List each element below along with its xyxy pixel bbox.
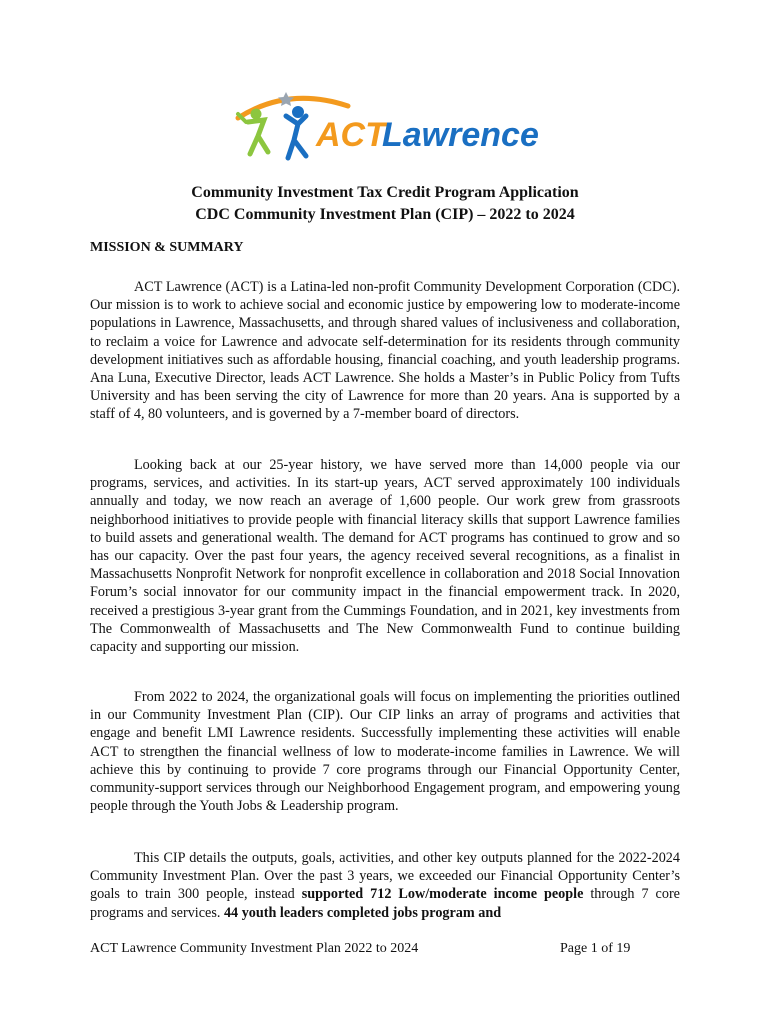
paragraph-mission: ACT Lawrence (ACT) is a Latina-led non-profit Community Development Corporation (CDC). Our mission is to work to achieve social and economic justice by empowering low to moderate-income populations in Lawrence, Massachusetts, and through shared values of inclusiveness and collaboration, to reclaim a voice for Lawrence and advocate self-determination for its residents through community development initiatives such as affordable housing, financial coaching, and youth leadership programs. Ana Luna, Executive Director, leads ACT Lawrence. She holds a Master’s in Public Policy from Tufts University and has been serving the city of Lawrence for more than 20 years. Ana is supported by a staff of 4, 80 volunteers, and is governed by a 7-member board of directors. (90, 279, 680, 423)
footer-title: ACT Lawrence Community Investment Plan 2022 to 2024 (90, 941, 419, 956)
document-title: Community Investment Tax Credit Program Application (191, 184, 579, 201)
document-subtitle: CDC Community Investment Plan (CIP) – 2022 to 2024 (195, 206, 575, 223)
page-number: Page 1 of 19 (560, 941, 631, 956)
cip-text-c: through 7 core programs and services. (90, 886, 680, 921)
section-heading: MISSION & SUMMARY (90, 240, 244, 255)
paragraph-history: Looking back at our 25-year history, we have served more than 14,000 people via our programs, services, and activities. In its start-up years, ACT served approximately 100 individuals annually and today, we now reach an average of 1,600 people. Our work grew from grassroots neighborhood initiatives to provide people with financial literacy skills that support Lawrence families to build assets and generational wealth. The demand for ACT programs has continued to grow and so has our capacity. Over the past four years, the agency received several recognitions, as a finalist in Massachusetts Nonprofit Network for nonprofit excellence in collaboration and 2018 Social Innovation Forum’s social innovator for our community impact in the financial empowerment track. In 2020, received a prestigious 3-year grant from the Cummings Foundation, and in 2021, key investments from The Commonwealth of Massachusetts and The New Commonwealth Fund to continue building capacity and supporting our mission. (90, 457, 680, 656)
green-figure-icon (238, 109, 268, 154)
cip-text-a: This CIP details the outputs, goals, activities, and other key outputs planned for the 2022-2024 Community Investment Plan. Over the past 3 years, we exceeded our Financial Opportunity Center’s goals to train 300 people, instead (90, 850, 680, 903)
cip-highlight-supported: supported 712 Low/moderate income people (301, 886, 584, 903)
paragraph-cip-details (90, 849, 680, 922)
logo-text-act: ACT (316, 116, 386, 154)
act-lawrence-logo (228, 92, 540, 162)
blue-figure-icon (286, 107, 306, 159)
star-icon (278, 92, 294, 106)
paragraph-goals: From 2022 to 2024, the organizational goals will focus on implementing the priorities outlined in our Community Investment Plan (CIP). Our CIP links an array of programs and activities that engage and benefit LMI Lawrence residents. Successfully implementing these activities will enable ACT to strengthen the financial wellness of low to moderate-income families in Lawrence. We will achieve this by continuing to provide 7 core programs through our Financial Opportunity Center, community-support services through our Neighborhood Engagement program, and empowering young people through the Youth Jobs & Leadership program. (90, 689, 680, 815)
cip-highlight-youth: 44 youth leaders completed jobs program and (223, 904, 502, 921)
logo-text-lawrence: Lawrence (382, 116, 539, 154)
